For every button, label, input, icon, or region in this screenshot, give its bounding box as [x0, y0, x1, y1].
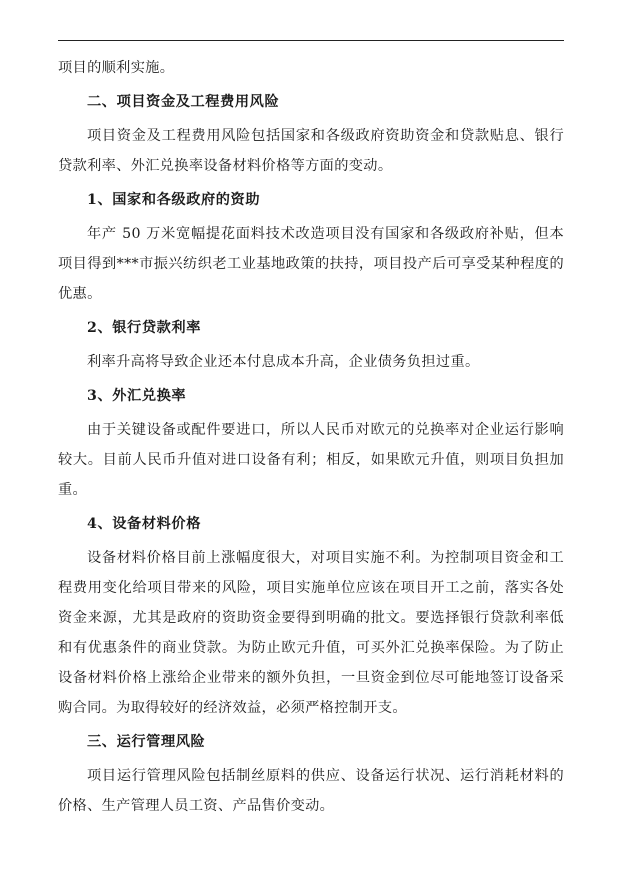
paragraph-operation-risk: 项目运行管理风险包括制丝原料的供应、设备运行状况、运行消耗材料的价格、生产管理人员工资、产品售价变动。 — [58, 768, 564, 814]
paragraph-funding-risk: 项目资金及工程费用风险包括国家和各级政府资助资金和贷款贴息、银行贷款利率、外汇兑换率设备材料价格等方面的变动。 — [58, 128, 564, 174]
subheading-loan-interest: 2、银行贷款利率 — [87, 320, 201, 336]
header-rule — [58, 40, 564, 41]
subheading-government-subsidy: 1、国家和各级政府的资助 — [87, 192, 261, 208]
subheading-exchange-rate: 3、外汇兑换率 — [87, 388, 187, 404]
paragraph-loan-interest: 利率升高将导致企业还本付息成本升高，企业债务负担过重。 — [87, 354, 480, 370]
lead-line: 项目的顺利实施。 — [58, 60, 175, 76]
paragraph-government-subsidy: 年产 50 万米宽幅提花面料技术改造项目没有国家和各级政府补贴，但本项目得到***市振兴纺织老工业基地政策的扶持，项目投产后可享受某种程度的优惠。 — [58, 226, 564, 302]
document-body — [58, 53, 564, 823]
subheading-material-price: 4、设备材料价格 — [87, 516, 201, 532]
paragraph-material-price: 设备材料价格目前上涨幅度很大，对项目实施不利。为控制项目资金和工程费用变化给项目带来的风险，项目实施单位应该在项目开工之前，落实各处资金来源，尤其是政府的资助资金要得到明确的批文。要选择银行贷款利率低和有优惠条件的商业贷款。为防止欧元升值，可买外汇兑换率保险。为了防止设备材料价格上涨给企业带来的额外负担，一旦资金到位尽可能地签订设备采购合同。为取得较好的经济效益，必须严格控制开支。 — [58, 550, 564, 716]
section-heading-operation-risk: 三、运行管理风险 — [87, 734, 206, 750]
section-heading-funding-risk: 二、项目资金及工程费用风险 — [87, 94, 280, 110]
paragraph-exchange-rate: 由于关键设备或配件要进口，所以人民币对欧元的兑换率对企业运行影响较大。目前人民币升值对进口设备有利；相反，如果欧元升值，则项目负担加重。 — [58, 422, 564, 498]
